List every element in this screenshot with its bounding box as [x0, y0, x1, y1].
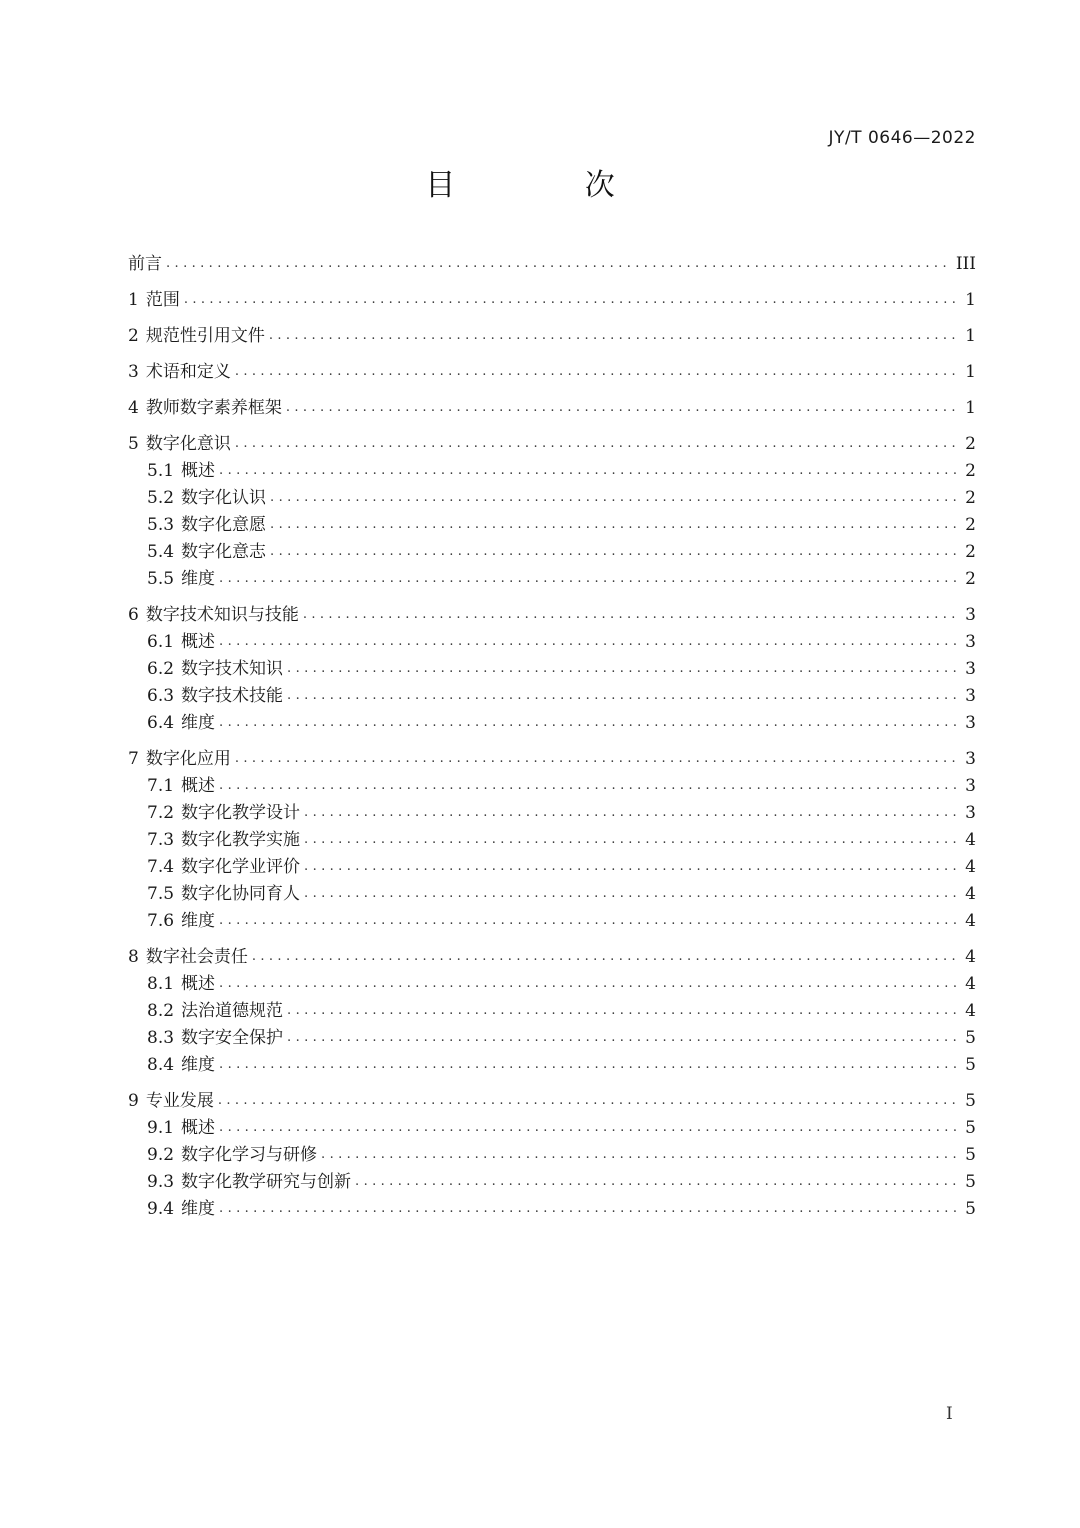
- toc-entry-title: 规范性引用文件: [145, 326, 265, 346]
- toc-leader-dots: [252, 950, 961, 964]
- toc-entry[interactable]: [128, 535, 976, 562]
- toc-entry[interactable]: [128, 481, 976, 508]
- toc-entry-label: [147, 911, 215, 931]
- toc-entry-number: 8.2: [147, 1001, 175, 1021]
- table-of-contents: [128, 238, 976, 1219]
- toc-entry[interactable]: [128, 1021, 976, 1048]
- toc-entry-label: [147, 884, 300, 904]
- toc-leader-dots: [287, 1004, 961, 1018]
- toc-entry-number: 5.4: [147, 542, 175, 562]
- toc-entry-number: 7.2: [147, 803, 175, 823]
- toc-entry-title: 数字技术技能: [181, 686, 284, 706]
- toc-leader-dots: [219, 716, 961, 730]
- toc-entry-title: 数字技术知识与技能: [145, 605, 299, 625]
- toc-entry-label: [147, 461, 215, 481]
- toc-entry[interactable]: [128, 823, 976, 850]
- toc-entry[interactable]: [128, 733, 976, 769]
- toc-entry-label: [147, 1199, 215, 1219]
- toc-entry-label: [147, 830, 300, 850]
- toc-entry-number: 4: [128, 398, 139, 418]
- toc-entry-label: [128, 362, 231, 382]
- toc-entry-page: 5: [965, 1055, 976, 1075]
- toc-entry-title: 维度: [181, 713, 216, 733]
- toc-entry-label: [128, 605, 299, 625]
- toc-leader-dots: [270, 518, 961, 532]
- toc-leader-dots: [269, 329, 961, 343]
- toc-entry[interactable]: [128, 625, 976, 652]
- toc-entry-title: 概述: [181, 461, 216, 481]
- toc-entry-title: 术语和定义: [145, 362, 231, 382]
- toc-entry-title: 前言: [128, 254, 162, 274]
- page-title: 目 次: [425, 168, 675, 203]
- toc-entry-number: 7.6: [147, 911, 175, 931]
- toc-entry-label: [147, 1028, 283, 1048]
- toc-entry[interactable]: [128, 967, 976, 994]
- toc-entry-number: 6: [128, 605, 139, 625]
- toc-leader-dots: [218, 1094, 961, 1108]
- toc-entry-page: 4: [965, 947, 976, 967]
- toc-entry-label: [147, 515, 266, 535]
- toc-entry[interactable]: [128, 589, 976, 625]
- toc-entry-page: III: [955, 254, 976, 274]
- toc-entry-number: 9.4: [147, 1199, 175, 1219]
- toc-entry-label: [128, 947, 248, 967]
- toc-entry[interactable]: [128, 1048, 976, 1075]
- toc-entry-page: 2: [965, 569, 976, 589]
- toc-leader-dots: [166, 257, 952, 271]
- toc-entry-number: 7.4: [147, 857, 175, 877]
- page-number: I: [946, 1404, 953, 1424]
- toc-entry-number: 5.3: [147, 515, 175, 535]
- toc-entry[interactable]: [128, 1138, 976, 1165]
- toc-entry-number: 9.1: [147, 1118, 175, 1138]
- toc-entry[interactable]: [128, 1192, 976, 1219]
- toc-entry-label: [147, 1055, 215, 1075]
- toc-leader-dots: [219, 1121, 961, 1135]
- toc-entry-number: 5: [128, 434, 139, 454]
- toc-entry[interactable]: [128, 994, 976, 1021]
- toc-entry-page: 3: [965, 803, 976, 823]
- toc-entry[interactable]: [128, 1075, 976, 1111]
- toc-entry-label: [147, 488, 266, 508]
- toc-entry-page: 5: [965, 1091, 976, 1111]
- toc-entry-number: 2: [128, 326, 139, 346]
- toc-entry-page: 3: [965, 659, 976, 679]
- toc-entry[interactable]: [128, 310, 976, 346]
- toc-entry[interactable]: [128, 346, 976, 382]
- toc-leader-dots: [304, 806, 961, 820]
- toc-entry-page: 4: [965, 974, 976, 994]
- toc-entry[interactable]: [128, 706, 976, 733]
- toc-entry-number: 8.3: [147, 1028, 175, 1048]
- toc-entry-page: 3: [965, 605, 976, 625]
- toc-entry-title: 数字化协同育人: [181, 884, 301, 904]
- toc-entry-number: 5.1: [147, 461, 175, 481]
- toc-entry-number: 6.1: [147, 632, 175, 652]
- toc-entry[interactable]: [128, 796, 976, 823]
- toc-entry-number: 9.2: [147, 1145, 175, 1165]
- toc-entry-label: [128, 434, 231, 454]
- toc-leader-dots: [235, 752, 961, 766]
- toc-entry[interactable]: [128, 562, 976, 589]
- toc-entry[interactable]: [128, 1165, 976, 1192]
- toc-leader-dots: [219, 914, 961, 928]
- toc-entry-number: 8.4: [147, 1055, 175, 1075]
- toc-entry-label: [128, 749, 231, 769]
- toc-leader-dots: [355, 1175, 961, 1189]
- toc-entry[interactable]: [128, 418, 976, 454]
- toc-entry-label: [128, 326, 265, 346]
- toc-entry-title: 数字化应用: [145, 749, 231, 769]
- toc-leader-dots: [219, 1202, 961, 1216]
- toc-entry-page: 4: [965, 1001, 976, 1021]
- toc-entry-title: 数字化意识: [145, 434, 231, 454]
- toc-entry-title: 概述: [181, 632, 216, 652]
- toc-entry-label: [147, 1145, 317, 1165]
- toc-entry-number: 6.2: [147, 659, 175, 679]
- toc-leader-dots: [286, 401, 961, 415]
- toc-entry-number: 6.4: [147, 713, 175, 733]
- toc-entry-page: 2: [965, 488, 976, 508]
- toc-entry-title: 维度: [181, 1055, 216, 1075]
- toc-entry-page: 2: [965, 461, 976, 481]
- toc-entry-page: 4: [965, 911, 976, 931]
- toc-entry-page: 5: [965, 1145, 976, 1165]
- toc-leader-dots: [304, 833, 961, 847]
- toc-leader-dots: [219, 464, 961, 478]
- toc-entry-page: 5: [965, 1172, 976, 1192]
- toc-entry-title: 教师数字素养框架: [145, 398, 282, 418]
- toc-entry-title: 数字化意志: [181, 542, 267, 562]
- toc-entry-number: 9.3: [147, 1172, 175, 1192]
- toc-entry-number: 6.3: [147, 686, 175, 706]
- toc-entry-page: 5: [965, 1028, 976, 1048]
- toc-entry-title: 数字化教学研究与创新: [181, 1172, 352, 1192]
- toc-leader-dots: [219, 1058, 961, 1072]
- toc-entry-title: 范围: [145, 290, 180, 310]
- toc-entry[interactable]: [128, 850, 976, 877]
- toc-leader-dots: [219, 572, 961, 586]
- toc-entry-title: 数字化学习与研修: [181, 1145, 318, 1165]
- toc-leader-dots: [287, 1031, 961, 1045]
- toc-entry-label: [147, 857, 300, 877]
- toc-entry-number: 3: [128, 362, 139, 382]
- document-code: JY/T 0646—2022: [828, 128, 976, 148]
- toc-entry-title: 数字化教学实施: [181, 830, 301, 850]
- toc-entry[interactable]: [128, 508, 976, 535]
- toc-entry-title: 维度: [181, 569, 216, 589]
- toc-entry-page: 2: [965, 542, 976, 562]
- toc-entry[interactable]: [128, 382, 976, 418]
- toc-entry-label: [147, 1172, 351, 1192]
- toc-entry-title: 概述: [181, 1118, 216, 1138]
- toc-leader-dots: [304, 887, 961, 901]
- toc-entry[interactable]: [128, 238, 976, 274]
- toc-entry-title: 概述: [181, 974, 216, 994]
- toc-entry-page: 3: [965, 776, 976, 796]
- toc-entry-title: 数字化学业评价: [181, 857, 301, 877]
- toc-entry[interactable]: [128, 652, 976, 679]
- toc-leader-dots: [270, 491, 961, 505]
- toc-entry-title: 维度: [181, 911, 216, 931]
- toc-entry-page: 3: [965, 713, 976, 733]
- toc-entry-number: 7: [128, 749, 139, 769]
- toc-entry-number: 8.1: [147, 974, 175, 994]
- toc-entry-number: 9: [128, 1091, 139, 1111]
- toc-entry-page: 3: [965, 749, 976, 769]
- toc-entry-title: 数字技术知识: [181, 659, 284, 679]
- toc-leader-dots: [303, 608, 961, 622]
- toc-entry-page: 4: [965, 830, 976, 850]
- toc-entry-page: 1: [965, 326, 976, 346]
- toc-entry-title: 数字化教学设计: [181, 803, 301, 823]
- toc-entry[interactable]: [128, 1111, 976, 1138]
- toc-entry-label: [147, 974, 215, 994]
- toc-entry-title: 数字化认识: [181, 488, 267, 508]
- toc-entry-title: 数字社会责任: [145, 947, 248, 967]
- toc-entry-page: 1: [965, 398, 976, 418]
- toc-entry-title: 数字安全保护: [181, 1028, 284, 1048]
- toc-entry[interactable]: [128, 679, 976, 706]
- toc-entry[interactable]: [128, 769, 976, 796]
- toc-entry-label: [147, 1118, 215, 1138]
- toc-entry-page: 1: [965, 362, 976, 382]
- toc-leader-dots: [321, 1148, 961, 1162]
- toc-entry-label: [128, 398, 282, 418]
- toc-leader-dots: [219, 635, 961, 649]
- toc-leader-dots: [184, 293, 961, 307]
- toc-entry-page: 2: [965, 515, 976, 535]
- toc-entry-page: 3: [965, 632, 976, 652]
- toc-leader-dots: [287, 662, 961, 676]
- toc-entry-title: 维度: [181, 1199, 216, 1219]
- toc-entry-label: [147, 632, 215, 652]
- toc-entry-number: 7.1: [147, 776, 175, 796]
- toc-entry-label: [147, 659, 283, 679]
- toc-entry-title: 数字化意愿: [181, 515, 267, 535]
- toc-entry-number: 8: [128, 947, 139, 967]
- toc-entry-label: [147, 713, 215, 733]
- toc-entry-page: 2: [965, 434, 976, 454]
- toc-entry[interactable]: [128, 454, 976, 481]
- toc-entry-title: 法治道德规范: [181, 1001, 284, 1021]
- toc-entry-label: [128, 290, 180, 310]
- toc-entry-page: 4: [965, 857, 976, 877]
- toc-entry-label: [128, 1091, 214, 1111]
- toc-entry-page: 5: [965, 1118, 976, 1138]
- toc-leader-dots: [304, 860, 961, 874]
- toc-leader-dots: [219, 977, 961, 991]
- toc-entry-label: [128, 254, 162, 274]
- toc-entry-number: 1: [128, 290, 139, 310]
- toc-leader-dots: [270, 545, 961, 559]
- toc-leader-dots: [219, 779, 961, 793]
- toc-entry[interactable]: [128, 931, 976, 967]
- toc-entry-page: 5: [965, 1199, 976, 1219]
- toc-leader-dots: [287, 689, 961, 703]
- toc-entry-number: 7.5: [147, 884, 175, 904]
- toc-entry-label: [147, 776, 215, 796]
- toc-entry-label: [147, 803, 300, 823]
- toc-entry-number: 7.3: [147, 830, 175, 850]
- toc-entry-title: 概述: [181, 776, 216, 796]
- toc-entry-label: [147, 542, 266, 562]
- toc-entry[interactable]: [128, 904, 976, 931]
- toc-entry-page: 3: [965, 686, 976, 706]
- toc-leader-dots: [235, 365, 961, 379]
- toc-entry-label: [147, 1001, 283, 1021]
- toc-entry-page: 4: [965, 884, 976, 904]
- toc-entry[interactable]: [128, 877, 976, 904]
- toc-entry-page: 1: [965, 290, 976, 310]
- toc-entry-label: [147, 569, 215, 589]
- toc-entry-number: 5.2: [147, 488, 175, 508]
- toc-entry-label: [147, 686, 283, 706]
- toc-entry-number: 5.5: [147, 569, 175, 589]
- toc-leader-dots: [235, 437, 961, 451]
- toc-entry[interactable]: [128, 274, 976, 310]
- toc-entry-title: 专业发展: [145, 1091, 214, 1111]
